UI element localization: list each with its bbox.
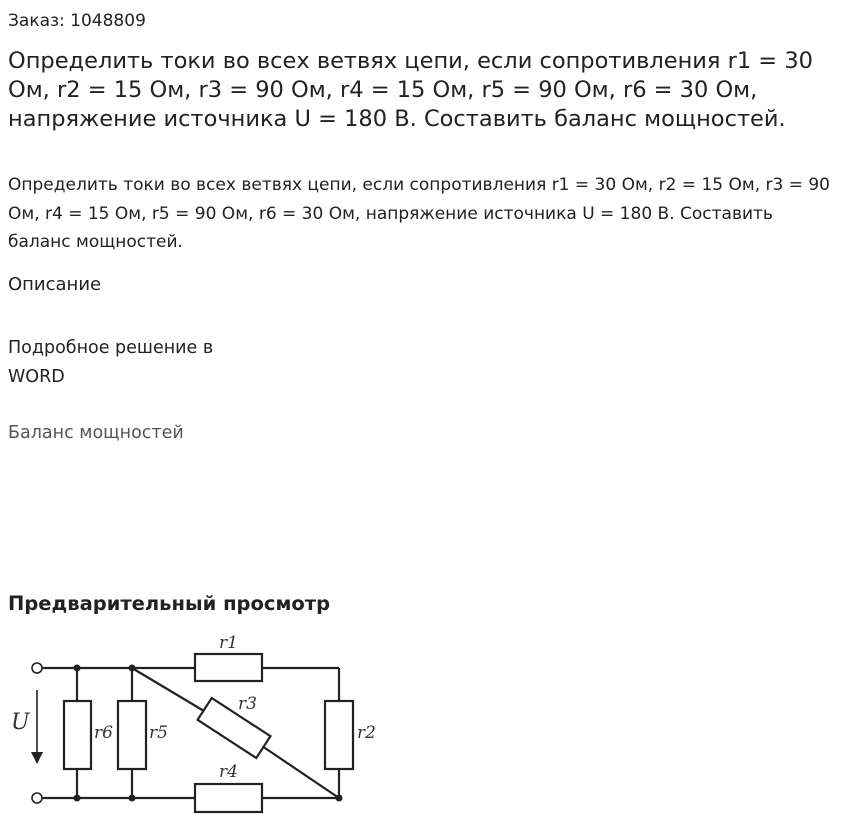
resistor-r5 [118,701,146,769]
resistor-r6 [64,701,91,769]
solution-note: Подробное решение в WORD [8,338,214,387]
task-description: Определить токи во всех ветвях цепи, если сопротивления r1 = 30 Ом, r2 = 15 Ом, r3 = 90 Ом, r4 = 15 Ом, r5 = 90 Ом, r6 = 30 Ом, напряжение источника U = 180 В. Составить баланс мощностей. [8,175,830,252]
preview-heading: Предварительный просмотр [8,592,331,615]
task-title: Определить токи во всех ветвях цепи, если сопротивления r1 = 30 Ом, r2 = 15 Ом, r3 = 90 Ом, r4 = 15 Ом, r5 = 90 Ом, r6 = 30 Ом, напряжение источника U = 180 В. Составить баланс мощностей. [8,48,813,132]
resistor-r1 [195,654,262,681]
description-section-label: Описание [8,274,102,295]
circuit-diagram [0,628,400,829]
label-r6: r6 [94,723,113,743]
terminal-top [32,663,42,673]
label-r3: r3 [238,694,257,714]
order-number: Заказ: 1048809 [8,11,146,31]
terminal-bottom [32,793,42,803]
resistor-r2 [325,701,353,769]
label-u: U [11,710,30,735]
label-r5: r5 [149,723,168,743]
label-r1: r1 [219,633,238,653]
resistor-r4 [195,784,262,812]
label-r2: r2 [357,723,376,743]
label-r4: r4 [219,762,238,782]
balance-link[interactable]: Баланс мощностей [8,423,184,443]
